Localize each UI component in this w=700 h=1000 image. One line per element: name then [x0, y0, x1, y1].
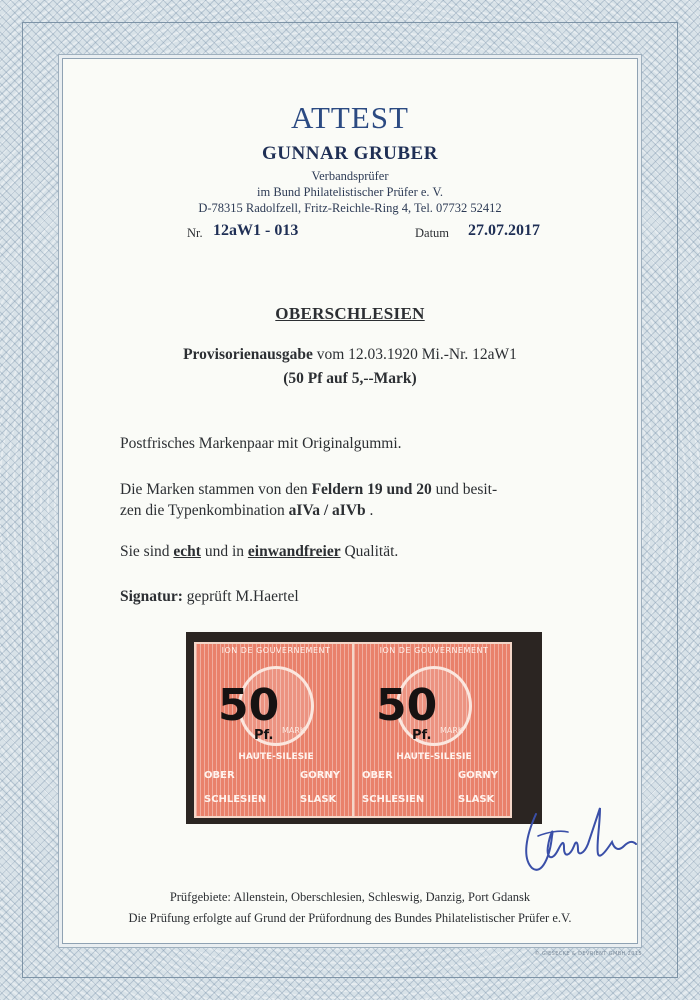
surcharge-line: (50 Pf auf 5,--Mark) [283, 370, 417, 387]
issue-details: vom 12.03.1920 Mi.-Nr. 12aW1 [312, 346, 517, 363]
stamp-mark-text: MARK [282, 726, 306, 735]
examiner-address: D-78315 Radolfzell, Fritz-Reichle-Ring 4, Tel. 07732 52412 [198, 201, 502, 215]
stamp-ober: OBER [204, 770, 235, 781]
examiner-signature [508, 796, 648, 886]
stamp-overprint-unit: Pf. [412, 728, 432, 743]
text-run: . [365, 502, 374, 519]
printer-imprint: © GIESECKE & DEVRIENT GMBH 2015 [534, 951, 642, 957]
stamp-schlesien: SCHLESIEN [204, 794, 267, 805]
signature-paragraph [120, 586, 600, 607]
text-run: und besit- [431, 481, 498, 498]
test-regions: Prüfgebiete: Allenstein, Oberschlesien, Schleswig, Danzig, Port Gdansk [169, 890, 531, 904]
text-run: zen die Typenkombination [120, 502, 289, 519]
stamp-schlesien: SCHLESIEN [362, 794, 425, 805]
text-run: und in [200, 543, 248, 560]
stamp-gorny: GORNY [458, 770, 499, 781]
issue-line [0, 346, 700, 364]
stamp-mark-text: MARK [440, 726, 464, 735]
stamp-pair-photo [186, 632, 542, 824]
signature-label: Signatur: [120, 588, 183, 605]
stamp-overprint-value: 50 [218, 680, 280, 731]
text-run: Qualität. [340, 543, 399, 560]
position-paragraph [120, 479, 600, 521]
genuineness-paragraph [120, 541, 600, 562]
certificate-number: 12aW1 - 013 [213, 222, 299, 239]
stamp-overprint-value: 50 [376, 680, 438, 731]
certificate-number-label: Nr. [187, 226, 203, 240]
signature-value: geprüft M.Haertel [182, 588, 299, 605]
certificate-date-label: Datum [415, 226, 450, 240]
quality-word: einwandfreier [247, 543, 341, 560]
stamp-left [194, 642, 354, 818]
stamp-haute-silesie: HAUTE-SILESIE [396, 752, 472, 762]
stamp-right [352, 642, 512, 818]
stamp-arc-text: ION DE GOUVERNEMENT [379, 646, 489, 655]
stamp-overprint-unit: Pf. [254, 728, 274, 743]
issue-name: Provisorienausgabe [183, 346, 313, 363]
text-run: Die Marken stammen von den [120, 481, 312, 498]
stamp-gorny: GORNY [300, 770, 341, 781]
genuine-word: echt [173, 543, 201, 560]
type-combination: aIVa / aIVb [288, 502, 366, 519]
territory-heading: OBERSCHLESIEN [275, 304, 425, 323]
stamp-haute-silesie: HAUTE-SILESIE [238, 752, 314, 762]
stamp-arc-text: ION DE GOUVERNEMENT [221, 646, 331, 655]
stamp-slask: SLASK [458, 794, 495, 805]
text-run: Sie sind [120, 543, 174, 560]
examiner-name: GUNNAR GRUBER [262, 143, 438, 164]
examiner-role: Verbandsprüfer [311, 169, 389, 183]
certificate-date: 27.07.2017 [468, 222, 540, 239]
condition-paragraph: Postfrisches Markenpaar mit Originalgummi. [120, 435, 402, 452]
certificate-title: ATTEST [291, 100, 409, 135]
stamp-slask: SLASK [300, 794, 337, 805]
field-positions: Feldern 19 und 20 [311, 481, 432, 498]
stamp-ober: OBER [362, 770, 393, 781]
examiner-association: im Bund Philatelistischer Prüfer e. V. [257, 185, 443, 199]
test-rules: Die Prüfung erfolgte auf Grund der Prüfordnung des Bundes Philatelistischer Prüfer e.V. [128, 911, 572, 925]
